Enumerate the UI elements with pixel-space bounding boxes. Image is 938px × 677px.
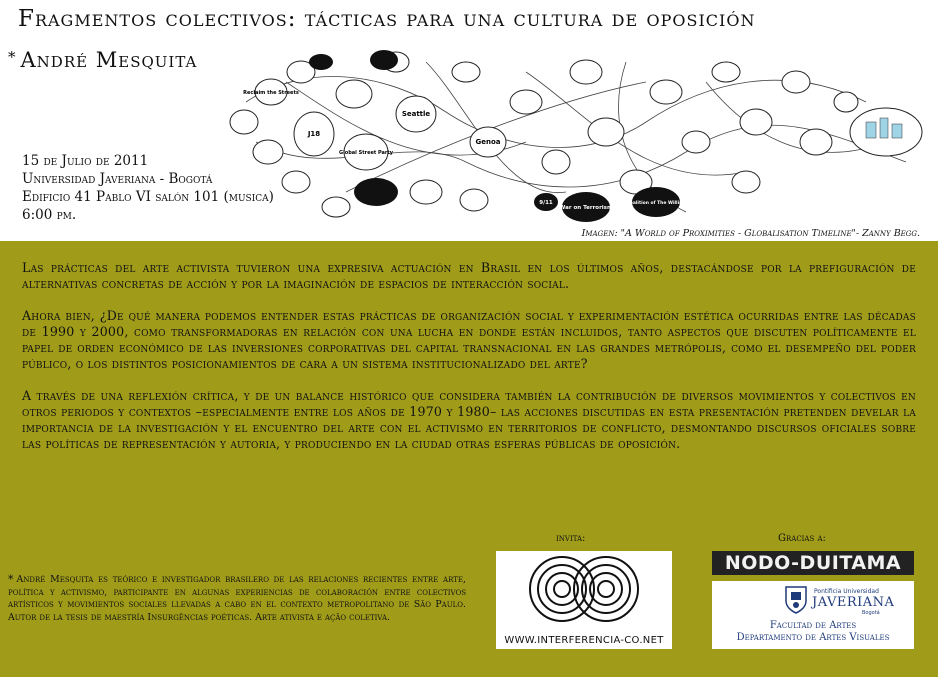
javeriana-logo: [712, 581, 914, 649]
interferencia-logo[interactable]: [496, 551, 672, 649]
event-date: 15 de Julio de 2011: [22, 153, 149, 169]
departamento-label: Departamento de Artes Visuales: [736, 632, 890, 643]
bogota-label: Bogotá: [862, 610, 880, 616]
nodo-duitama-logo: NODO-DUITAMA: [712, 551, 914, 575]
timeline-label-genoa: Genoa: [475, 138, 501, 146]
timeline-label-coalition: Coalition of The Willing: [626, 201, 686, 206]
javeriana-label: JAVERIANA: [812, 595, 895, 610]
timeline-label-seattle: Seattle: [401, 110, 431, 118]
page-title: Fragmentos colectivos: tácticas para una cultura de oposición: [18, 6, 756, 32]
facultad-text: [712, 620, 914, 644]
author-label: André Mesquita: [20, 48, 198, 72]
crest-icon: [784, 585, 808, 615]
author-note: [8, 574, 466, 624]
rings-icon: [496, 551, 672, 631]
header-section: [0, 0, 938, 241]
invita-label: invita:: [556, 533, 586, 544]
event-room: Edificio 41 Pablo VI salón 101 (musica): [22, 189, 274, 205]
timeline-label-911: 9/11: [539, 200, 553, 206]
paragraph-1: Las prácticas del arte activista tuvieron una expresiva actuación en Brasil en los últimos años, destacándose por la prefiguración de alternativas concretas de acción y por la imaginación de espacios de interacción social.: [22, 260, 916, 291]
timeline-label-war-on-terrorism: War on Terrorism: [559, 205, 613, 211]
paragraph-2: Ahora bien, ¿De qué manera podemos entender estas prácticas de organización social y experimentación estética ocurridas entre las décadas de 1990 y 2000, como transformadoras en relación con una lucha en donde están incluidos, tanto aspectos que discuten políticamente el papel de orden económico de las inversiones corporativas del capital transnacional en las grandes metrópolis, como el desempeño del poder público, o los distintos posicionamientos de cara a un sistema institucionalizado del arte?: [22, 308, 916, 371]
timeline-label-global-street-party: Global Street Party: [338, 150, 394, 156]
author-note-text: André Mesquita es teórico e investigador brasilero de las relaciones recientes entre arte, política y activismo, participante en algunas experiencias de colaboración entre colectivos artísticos y movimientos sociales llevadas a cabo en el contexto metropolitano de São Paulo. Autor de la tesis de maestría Insurgências poéticas. Arte ativista e ação coletiva.: [8, 574, 466, 623]
event-venue: Universidad Javeriana - Bogotá: [22, 171, 213, 187]
asterisk-icon: *: [8, 48, 17, 66]
pontificia-label: Pontificia Universidad: [814, 588, 879, 595]
author-name: [8, 48, 197, 72]
asterisk-icon: *: [8, 573, 14, 586]
gracias-label: Gracias a:: [778, 533, 826, 544]
timeline-label-j18: J18: [307, 130, 321, 138]
event-time: 6:00 pm.: [22, 207, 77, 223]
globalisation-timeline-image: [226, 42, 926, 230]
body-text: [22, 260, 916, 468]
facultad-label: Facultad de Artes: [769, 620, 857, 631]
interferencia-url[interactable]: WWW.INTERFERENCIA-CO.NET: [504, 635, 664, 646]
timeline-label-reclaim: Reclaim the Streets: [243, 90, 299, 96]
image-caption: Imagen: "A World of Proximities - Globalisation Timeline"- Zanny Begg.: [581, 228, 920, 239]
paragraph-3: A través de una reflexión crítica, y de un balance histórico que considera también la contribución de diversos movimientos y colectivos en otros periodos y contextos –especialmente entre los años de 1970 y 1980– las acciones discutidas en esta presentación pretenden develar la importancia de la investigación y el encuentro del arte con el activismo en territorios de conflicto, desmontando discursos oficiales sobre las políticas de representación y autoria, y produciendo en la ciudad otras esferas públicas de oposición.: [22, 388, 916, 451]
